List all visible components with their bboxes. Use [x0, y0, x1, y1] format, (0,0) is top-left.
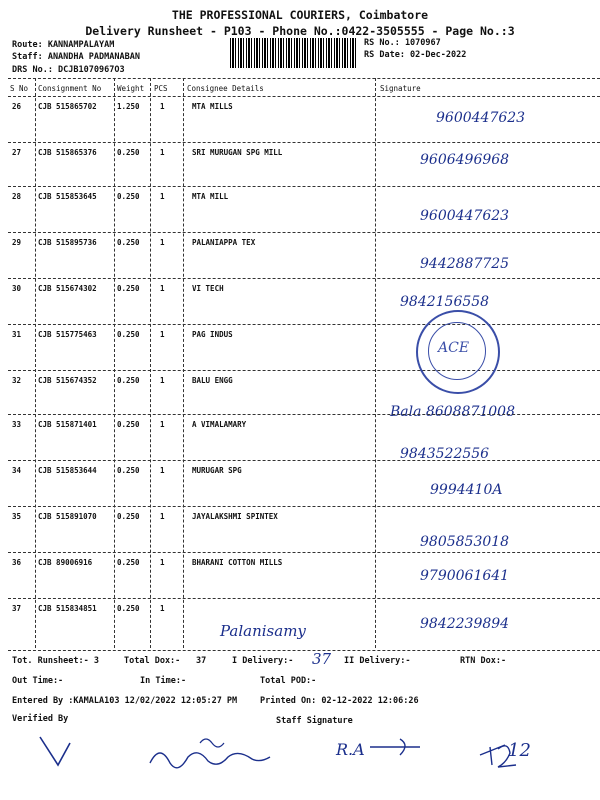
row-pcs: 1: [160, 466, 165, 475]
footer-rule: [8, 650, 600, 651]
row-consignment: CJB 515871401: [38, 420, 97, 429]
row-sno: 30: [12, 284, 22, 293]
row-signature: 9842156558: [400, 294, 490, 310]
row-pcs: 1: [160, 376, 165, 385]
row-weight: 0.250: [117, 466, 140, 475]
row-consignment: CJB 515775463: [38, 330, 97, 339]
row-sno: 31: [12, 330, 22, 339]
out-time: Out Time:-: [12, 676, 64, 686]
verifier-signature: [40, 737, 70, 765]
row-pcs: 1: [160, 192, 165, 201]
row-consignee: BALU ENGG: [192, 376, 233, 385]
row-consignment: CJB 515834851: [38, 604, 97, 613]
row-sno: 34: [12, 466, 22, 475]
row-signature: Bala 8608871008: [390, 404, 515, 420]
verified-by: Verified By: [12, 714, 69, 724]
entered-by: Entered By :KAMALA103 12/02/2022 12:05:27 PM: [12, 696, 238, 706]
row-weight: 0.250: [117, 420, 140, 429]
row-pcs: 1: [160, 512, 165, 521]
row-separator: [8, 142, 600, 143]
row-sno: 27: [12, 148, 22, 157]
row-consignment: CJB 515891070: [38, 512, 97, 521]
row-signature: 9994410A: [430, 482, 503, 498]
row-sno: 28: [12, 192, 22, 201]
row-pcs: 1: [160, 558, 165, 567]
row-consignment: CJB 515674302: [38, 284, 97, 293]
ii-delivery-label: II Delivery:-: [344, 656, 411, 666]
col-divider: [150, 78, 151, 648]
rtn-dox-label: RTN Dox:-: [460, 656, 507, 666]
row-signature: 9442887725: [420, 256, 510, 272]
row-consignee: PAG INDUS: [192, 330, 233, 339]
company-title: THE PROFESSIONAL COURIERS, Coimbatore: [171, 8, 429, 22]
runsheet-title: Delivery Runsheet - P103 - Phone No.:0422-3505555 - Page No.:3: [85, 24, 515, 38]
row-signature: 9842239894: [420, 616, 510, 632]
i-delivery-label: I Delivery:-: [232, 656, 294, 666]
row-sno: 32: [12, 376, 22, 385]
row-consignment: CJB 515853644: [38, 466, 97, 475]
row-consignee: MURUGAR SPG: [192, 466, 242, 475]
row-signature: 9843522556: [400, 446, 490, 462]
row-weight: 0.250: [117, 512, 140, 521]
staff-handwritten-signature: [150, 753, 270, 768]
row-sno: 37: [12, 604, 22, 613]
row-weight: 0.250: [117, 148, 140, 157]
row-sno: 26: [12, 102, 22, 111]
row-separator: [8, 506, 600, 507]
row-separator: [8, 552, 600, 553]
stamp-sign: ACE: [438, 340, 470, 356]
header-pcs: PCS: [154, 84, 168, 93]
row-separator: [8, 598, 600, 599]
row-weight: 0.250: [117, 238, 140, 247]
printed-on: Printed On: 02-12-2022 12:06:26: [260, 696, 419, 706]
row-consignment: CJB 515895736: [38, 238, 97, 247]
row-weight: 1.250: [117, 102, 140, 111]
header-weight: Weight: [117, 84, 145, 93]
col-divider: [114, 78, 115, 648]
header-sno: S No: [10, 84, 29, 93]
col-divider: [35, 78, 36, 648]
row-signature: 9606496968: [420, 152, 510, 168]
row-sno: 33: [12, 420, 22, 429]
row-pcs: 1: [160, 330, 165, 339]
row-signature: 9600447623: [436, 110, 526, 126]
row-separator: [8, 232, 600, 233]
row-weight: 0.250: [117, 192, 140, 201]
row-sno: 29: [12, 238, 22, 247]
row-pcs: 1: [160, 238, 165, 247]
col-divider: [375, 78, 376, 648]
row-pcs: 1: [160, 420, 165, 429]
header-signature: Signature: [380, 84, 421, 93]
i-delivery-value: 37: [312, 650, 332, 668]
in-time: In Time:-: [140, 676, 187, 686]
row-signature: 9790061641: [420, 568, 510, 584]
row-consignment: CJB 515674352: [38, 376, 97, 385]
ra-signature: R.A: [336, 740, 365, 759]
route-label: Route: KANNAMPALAYAM: [12, 40, 115, 50]
rs-number: RS No.: 1070967: [364, 38, 441, 48]
ra-signature-stroke: [370, 739, 420, 755]
col-divider: [183, 78, 184, 648]
row-pcs: 1: [160, 604, 165, 613]
staff-label: Staff: ANANDHA PADMANABAN: [12, 52, 140, 62]
row-weight: 0.250: [117, 376, 140, 385]
row-consignment: CJB 515853645: [38, 192, 97, 201]
row-consignment: CJB 515865376: [38, 148, 97, 157]
row-weight: 0.250: [117, 604, 140, 613]
table-top-rule: [8, 78, 600, 79]
row-consignee: PALANIAPPA TEX: [192, 238, 256, 247]
table-header-rule: [8, 96, 600, 97]
row-separator: [8, 370, 600, 371]
row-consignee: JAYALAKSHMI SPINTEX: [192, 512, 278, 521]
row-signature: 9805853018: [420, 534, 510, 550]
header-consignment: Consignment No: [38, 84, 102, 93]
total-dox-label: Total Dox:-: [124, 656, 181, 666]
barcode: [230, 38, 358, 68]
row-weight: 0.250: [117, 330, 140, 339]
row-consignee: MTA MILL: [192, 192, 229, 201]
staff-signature-label: Staff Signature: [276, 716, 353, 726]
row-pcs: 1: [160, 148, 165, 157]
drs-number: DRS No.: DCJB1070967O3: [12, 65, 125, 75]
row-sno: 36: [12, 558, 22, 567]
row-consignee: VI TECH: [192, 284, 224, 293]
row-consignment: CJB 89006916: [38, 558, 93, 567]
rs-date: RS Date: 02-Dec-2022: [364, 50, 467, 60]
row-signature: 9600447623: [420, 208, 510, 224]
total-pod: Total POD:-: [260, 676, 317, 686]
row-sno: 35: [12, 512, 22, 521]
row-pcs: 1: [160, 102, 165, 111]
row-separator: [8, 324, 600, 325]
row-separator: [8, 278, 600, 279]
header-consignee: Consignee Details: [187, 84, 264, 93]
tot-runsheet: Tot. Runsheet:- 3: [12, 656, 99, 666]
row-consignee: SRI MURUGAN SPG MILL: [192, 148, 283, 157]
row-separator: [8, 186, 600, 187]
row-consignee: MTA MILLS: [192, 102, 233, 111]
row-separator: [8, 460, 600, 461]
total-dox-value: 37: [196, 656, 207, 666]
row-separator: [8, 414, 600, 415]
row-consignment: CJB 515865702: [38, 102, 97, 111]
row-consignee: A VIMALAMARY: [192, 420, 247, 429]
page-mark: 12: [508, 740, 531, 761]
row-weight: 0.250: [117, 284, 140, 293]
staff-initials: [200, 739, 224, 747]
row-weight: 0.250: [117, 558, 140, 567]
handwritten-name: Palanisamy: [220, 622, 306, 640]
row-pcs: 1: [160, 284, 165, 293]
row-consignee: BHARANI COTTON MILLS: [192, 558, 283, 567]
